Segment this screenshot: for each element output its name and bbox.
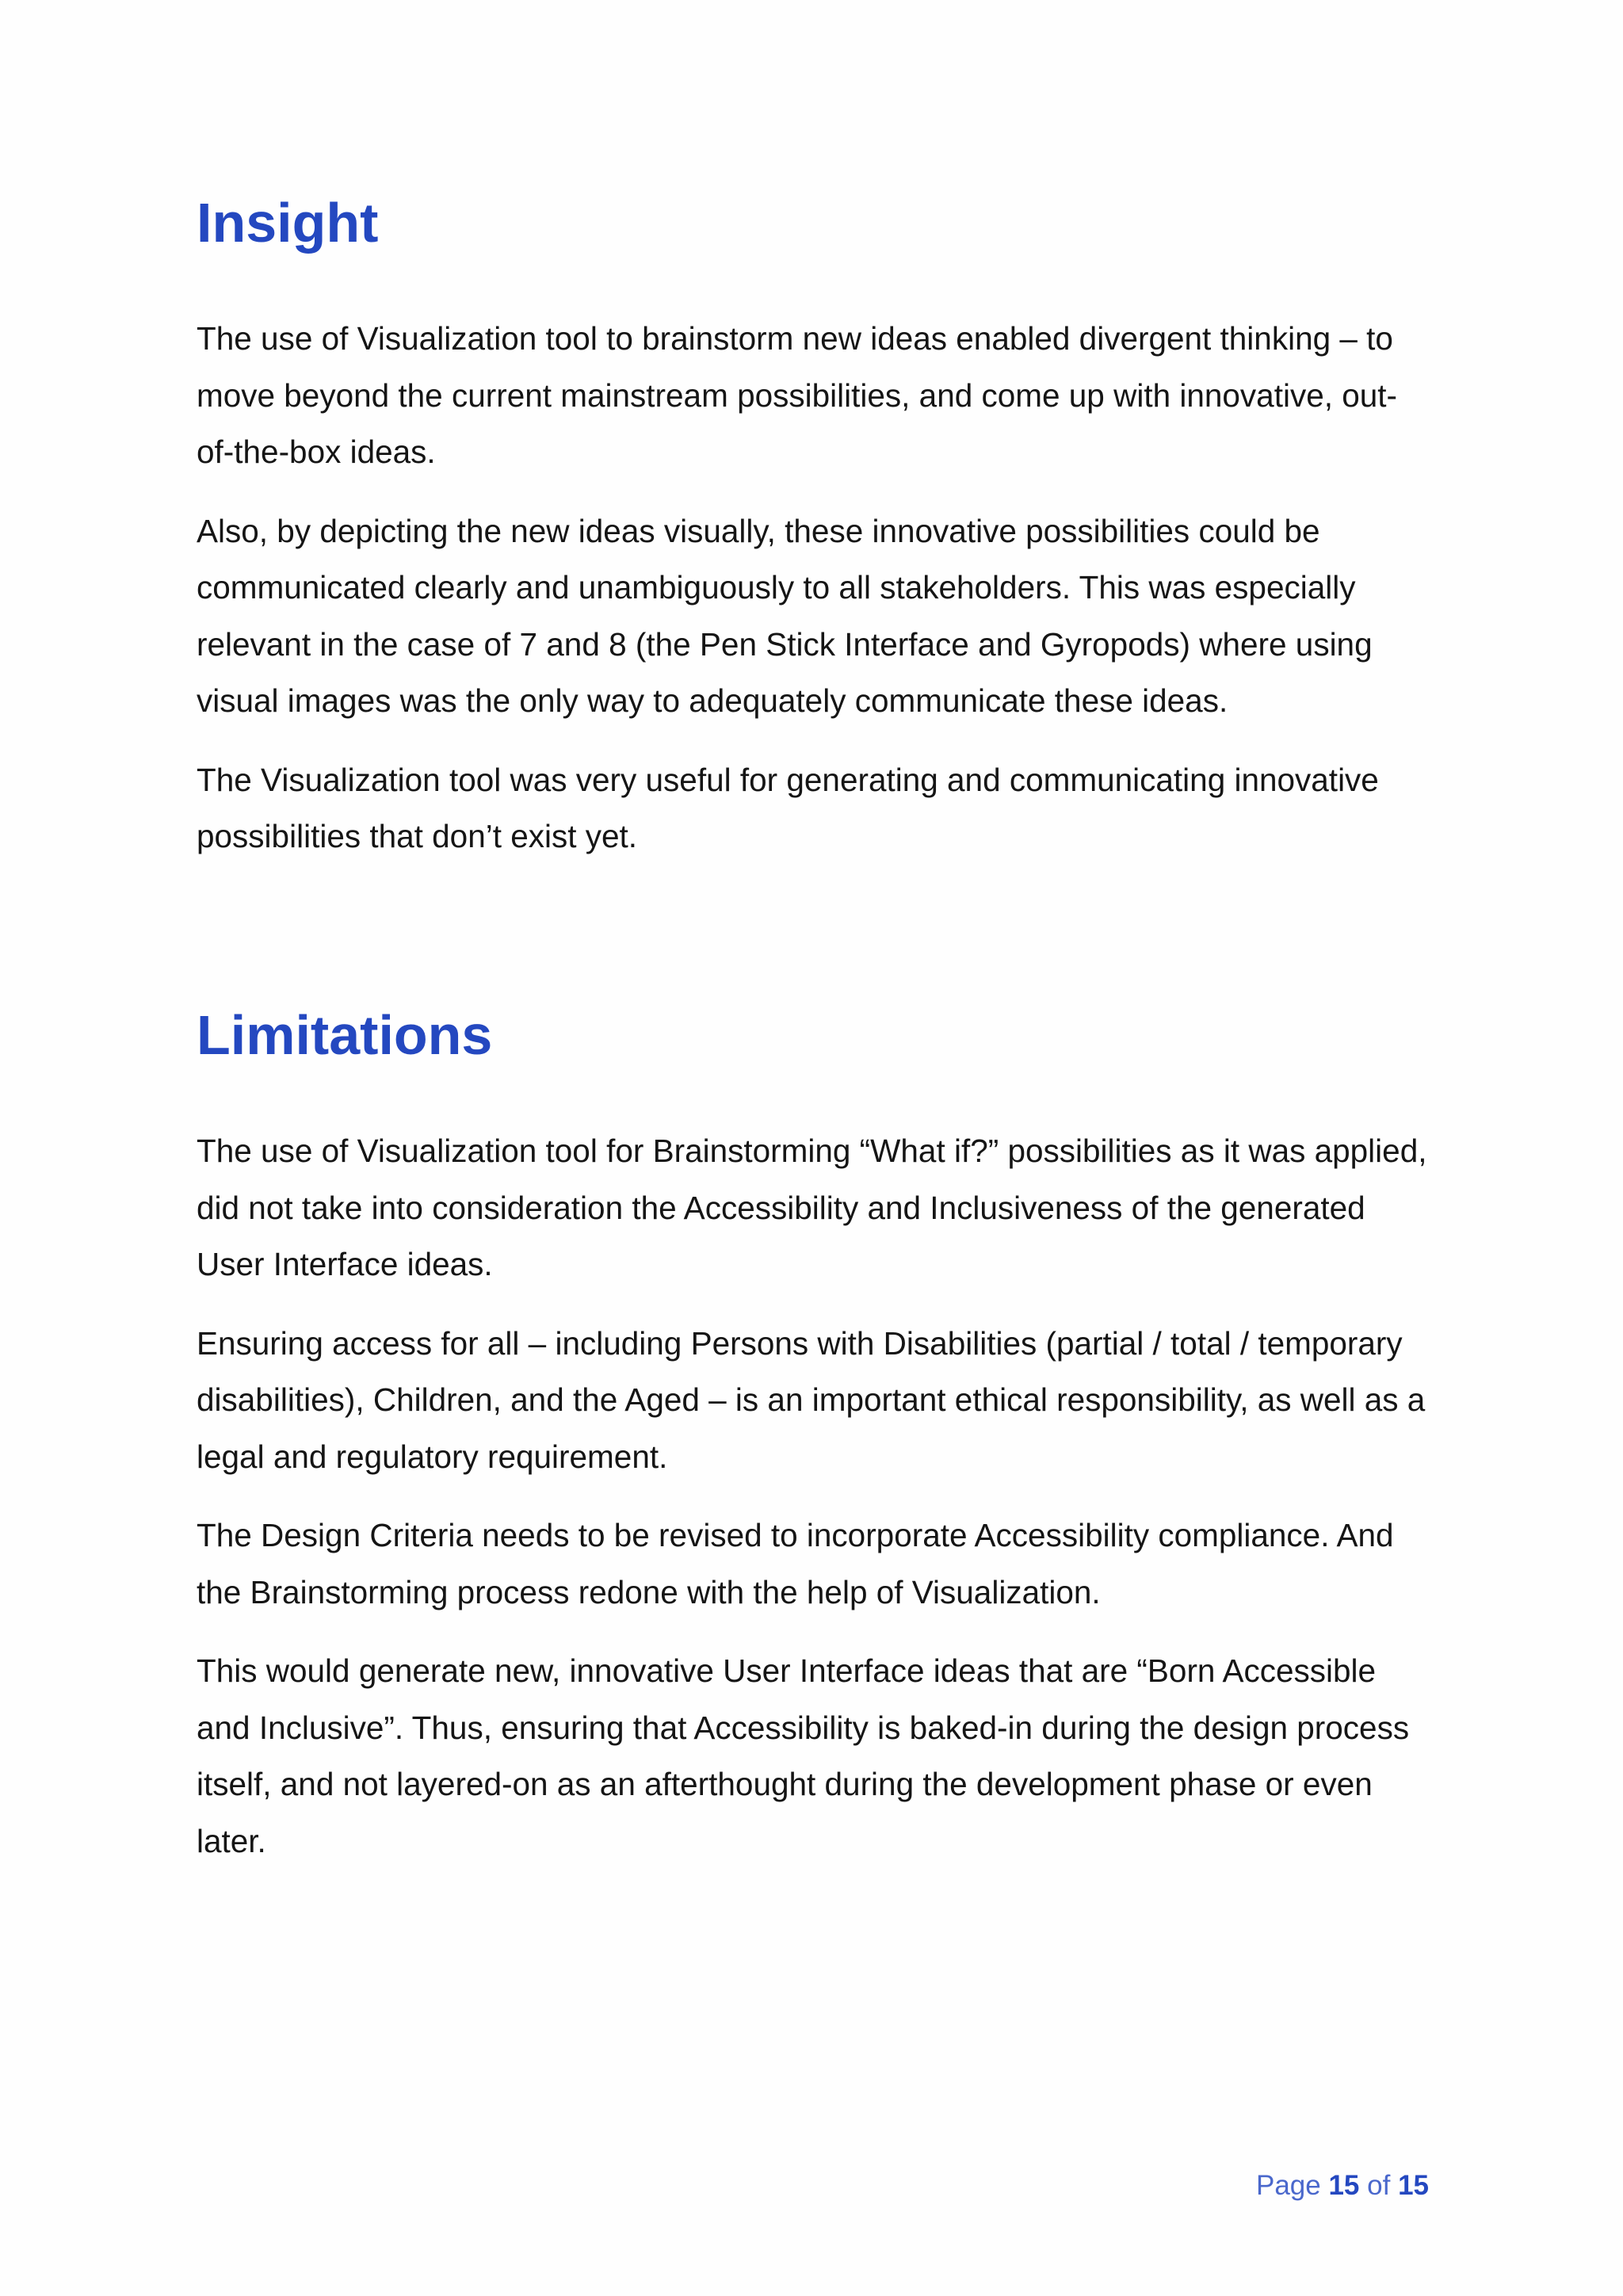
insight-paragraph-2: Also, by depicting the new ideas visually, these innovative possibilities could be communicated clearly and unambiguously to all stakeholders. This was especially relevant in the case of 7 and 8 (the Pen Stick Interface and Gyropods) where using visual images was the only way to adequately communicate these ideas. bbox=[197, 512, 1373, 719]
limitations-paragraph-1: The use of Visualization tool for Brainstorming “What if?” possibilities as it was applied, did not take into consideration the Accessibility and Inclusiveness of the generated User Interface ideas. bbox=[197, 1133, 1427, 1282]
insight-paragraph-1: The use of Visualization tool to brainstorm new ideas enabled divergent thinking – to move beyond the current mainstream possibilities, and come up with innovative, out-of-the-box ideas. bbox=[197, 320, 1398, 470]
insight-paragraph-3: The Visualization tool was very useful for generating and communicating innovative possibilities that don’t exist yet. bbox=[197, 761, 1379, 854]
limitations-heading: Limitations bbox=[197, 1004, 493, 1066]
insight-section bbox=[197, 187, 1433, 865]
insight-heading: Insight bbox=[197, 192, 379, 254]
total-pages-number: 15 bbox=[1398, 2170, 1429, 2201]
limitations-paragraph-3: The Design Criteria needs to be revised to incorporate Accessibility compliance. And the Brainstorming process redone with the help of Visualization. bbox=[197, 1517, 1394, 1610]
limitations-paragraph-4: This would generate new, innovative User Interface ideas that are “Born Accessible and Inclusive”. Thus, ensuring that Accessibility is baked-in during the design process itself, and not layered-on as an afterthought during the development phase or even later. bbox=[197, 1652, 1410, 1859]
limitations-section bbox=[197, 999, 1433, 1870]
page-number-footer bbox=[1256, 2167, 1429, 2205]
current-page-number: 15 bbox=[1328, 2170, 1360, 2201]
page-label: Page bbox=[1255, 2170, 1321, 2201]
limitations-paragraph-2: Ensuring access for all – including Persons with Disabilities (partial / total / temporary disabilities), Children, and the Aged – is an important ethical responsibility, as well as a legal and regulatory requirement. bbox=[197, 1324, 1426, 1475]
of-label: of bbox=[1367, 2170, 1391, 2201]
